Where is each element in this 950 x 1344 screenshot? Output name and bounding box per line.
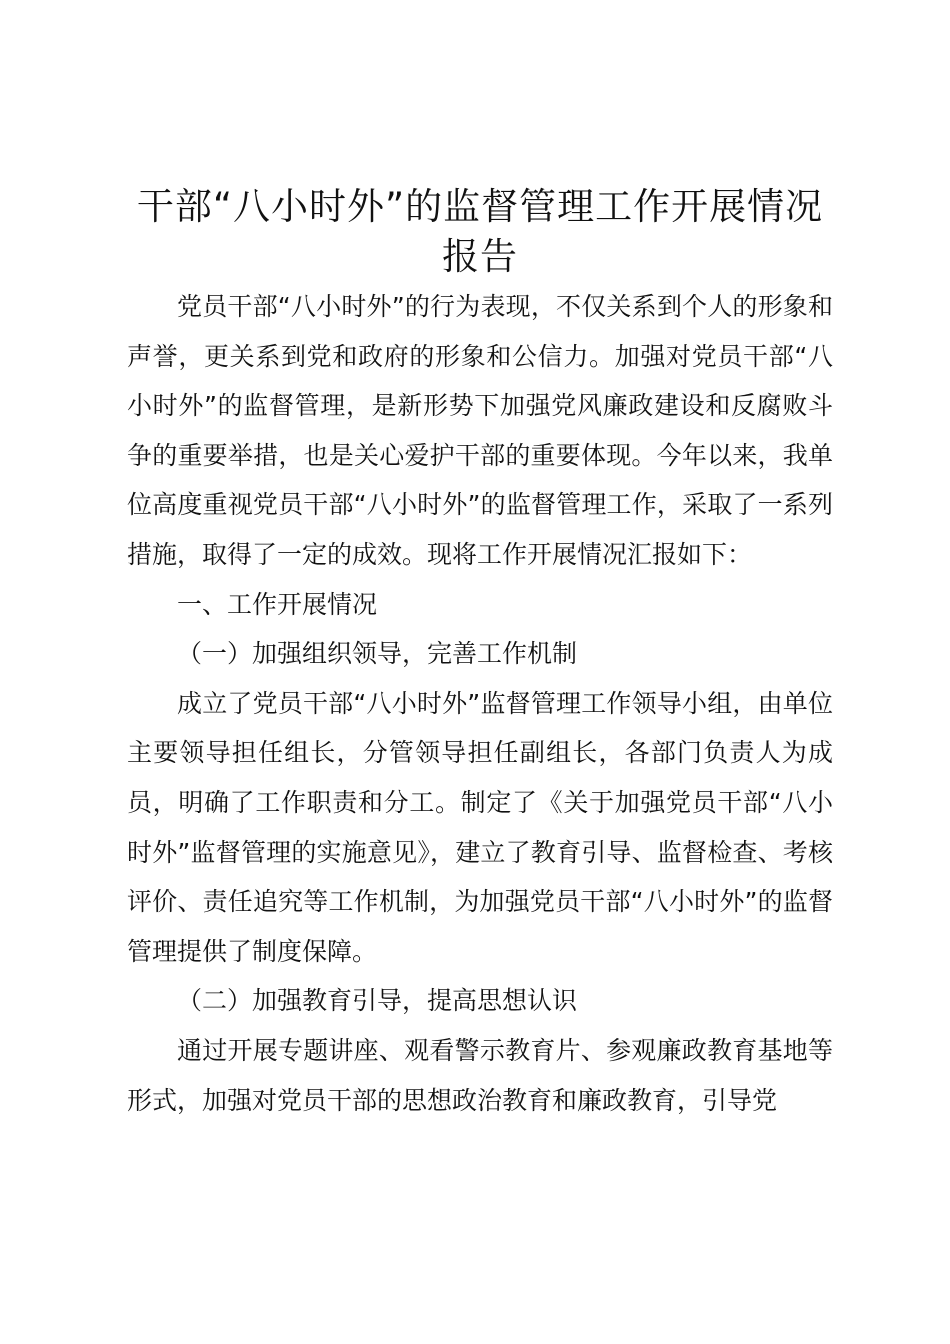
subsection-1-paragraph: 成立了党员干部“八小时外”监督管理工作领导小组，由单位主要领导担任组长，分管领导担任副组长，各部门负责人为成员，明确了工作职责和分工。制定了《关于加强党员干部“八小时外”监督管理的实施意见》，建立了教育引导、监督检查、考核评价、责任追究等工作机制，为加强党员干部“八小时外”的监督管理提供了制度保障。 <box>127 688 833 966</box>
section-heading-1: 一、工作开展情况 <box>177 589 378 619</box>
document-title: 干部“八小时外”的监督管理工作开展情况报告 <box>136 185 824 278</box>
subsection-2-paragraph: 通过开展专题讲座、观看警示教育片、参观廉政教育基地等形式，加强对党员干部的思想政治教育和廉政教育，引导党 <box>127 1035 833 1115</box>
subsection-heading-2: （二）加强教育引导，提高思想认识 <box>177 986 578 1016</box>
intro-paragraph: 党员干部“八小时外”的行为表现，不仅关系到个人的形象和声誉，更关系到党和政府的形象和公信力。加强对党员干部“八小时外”的监督管理，是新形势下加强党风廉政建设和反腐败斗争的重要举措，也是关心爱护干部的重要体现。今年以来，我单位高度重视党员干部“八小时外”的监督管理工作，采取了一系列措施，取得了一定的成效。现将工作开展情况汇报如下： <box>127 292 833 569</box>
subsection-heading-1: （一）加强组织领导，完善工作机制 <box>177 639 578 669</box>
document-body <box>127 282 833 1125</box>
